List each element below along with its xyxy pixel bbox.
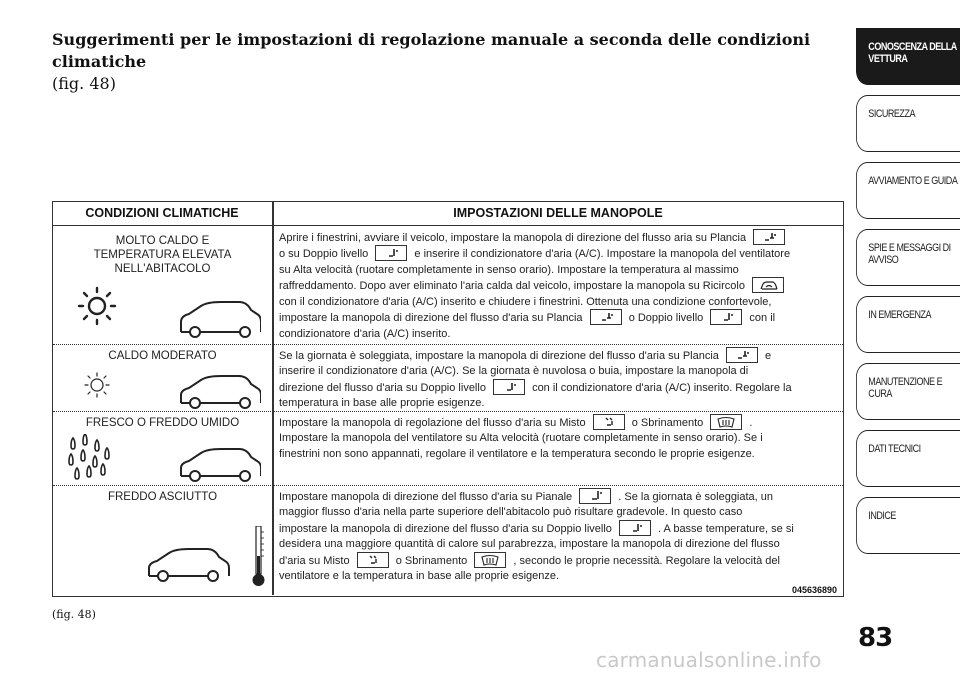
settings-description: Aprire i finestrini, avviare il veicolo, impostare la manopola di direzione del flusso aria su Plancia o su Doppio livello e inserire il condizionatore d'aria (A/C). Impostare la manopola del ventilatore su Alta velocità (ruotare completamente in senso orario). Impostare la temperatura al massimo raffreddamento. Dopo aver eliminato l'aria calda dal veicolo, impostare la manopola su Ricircolo con il condizionatore d'aria (A/C) inserito e chiudere i finestrini. Ottenuta una condizione confortevole, impostare la manopola di direzione del flusso d'aria su Plancia o Doppio livello con il condizionatore d'aria (A/C) inserito. xyxy=(279,230,839,342)
table-header xyxy=(53,202,843,226)
settings-description: Impostare la manopola di regolazione del flusso d'aria su Misto o Sbrinamento . Impostare la manopola del ventilatore su Alta velocità (ruotare completamente in senso orario). Se i finestrini non sono appannati, regolare il ventilatore e la temperatura secondo le proprie esigenze. xyxy=(279,415,839,462)
tab-manutenzione[interactable]: MANUTENZIONE E CURA xyxy=(856,363,960,420)
tab-indice[interactable]: INDICE xyxy=(856,497,960,554)
settings-description: Impostare manopola di direzione del flusso d'aria su Pianale . Se la giornata è soleggiata, un maggior flusso d'aria nella parte superiore dell'abitacolo può risultare gradevole. In questo caso impostare la manopola di direzione del flusso d'aria su Doppio livello . A basse temperature, se si desidera una maggiore quantità di calore sul parabrezza, impostare la manopola di direzione del flusso d'aria su Misto o Sbrinamento , secondo le proprie necessità. Regolare la velocità del ventilatore e la temperatura in base alle proprie esigenze. xyxy=(279,489,839,585)
watermark: carmanualsonline.info xyxy=(596,648,822,672)
bilevel-vent-icon xyxy=(375,245,407,261)
figure-code: 045636890 xyxy=(791,585,837,595)
condition-label: FREDDO ASCIUTTO xyxy=(107,491,218,503)
tab-dati-tecnici[interactable]: DATI TECNICI xyxy=(856,430,960,487)
chapter-sidebar xyxy=(856,28,960,564)
settings-description: Se la giornata è soleggiata, impostare la manopola di direzione del flusso d'aria su Plancia e inserire il condizionatore d'aria (A/C). Se la giornata è nuvolosa o buia, impostare la manopola di direzione del flusso d'aria su Doppio livello con il condizionatore d'aria (A/C) inserito. Regolare la temperatura in base alle proprie esigenze. xyxy=(279,348,839,412)
climate-settings-table xyxy=(52,201,844,597)
bilevel-vent-icon xyxy=(493,379,525,395)
bilevel-vent-icon xyxy=(710,309,742,325)
defrost-icon xyxy=(710,414,742,430)
mild-sun-car-illustration xyxy=(71,369,261,409)
condition-label: MOLTO CALDO E TEMPERATURA ELEVATA NELL'ABITACOLO xyxy=(93,235,232,275)
cold-dry-car-illustration xyxy=(143,526,271,588)
page-number: 83 xyxy=(858,623,893,653)
thermometer-icon xyxy=(253,526,265,586)
hot-sun-car-illustration xyxy=(71,284,261,340)
tab-conoscenza[interactable]: CONOSCENZA DELLA VETTURA xyxy=(856,28,960,85)
header-conditions: CONDIZIONI CLIMATICHE xyxy=(85,206,239,220)
figure-caption: (fig. 48) xyxy=(52,608,96,621)
condition-label: FRESCO O FREDDO UMIDO xyxy=(85,417,240,429)
dashboard-vent-icon xyxy=(753,229,785,245)
bilevel-vent-icon xyxy=(619,520,651,536)
tab-emergenza[interactable]: IN EMERGENZA xyxy=(856,296,960,353)
defrost-icon xyxy=(474,552,506,568)
table-row xyxy=(53,412,843,486)
table-row xyxy=(53,226,843,345)
heading-figure-ref: (fig. 48) xyxy=(52,74,116,93)
mixed-vent-icon xyxy=(593,414,625,430)
tab-sicurezza[interactable]: SICUREZZA xyxy=(856,95,960,152)
condition-label: CALDO MODERATO xyxy=(108,350,217,362)
header-settings: IMPOSTAZIONI DELLE MANOPOLE xyxy=(453,206,663,220)
floor-vent-icon xyxy=(579,488,611,504)
tab-spie[interactable]: SPIE E MESSAGGI DI AVVISO xyxy=(856,229,960,286)
dashboard-vent-icon xyxy=(590,309,622,325)
table-row xyxy=(53,345,843,412)
recirculation-icon xyxy=(752,277,784,293)
table-row xyxy=(53,486,843,594)
page-heading xyxy=(52,29,842,95)
mixed-vent-icon xyxy=(357,552,389,568)
dashboard-vent-icon xyxy=(726,347,758,363)
heading-title: Suggerimenti per le impostazioni di regolazione manuale a seconda delle condizioni climatiche xyxy=(52,30,811,71)
tab-avviamento[interactable]: AVVIAMENTO E GUIDA xyxy=(856,162,960,219)
cold-wet-car-illustration xyxy=(65,434,261,482)
